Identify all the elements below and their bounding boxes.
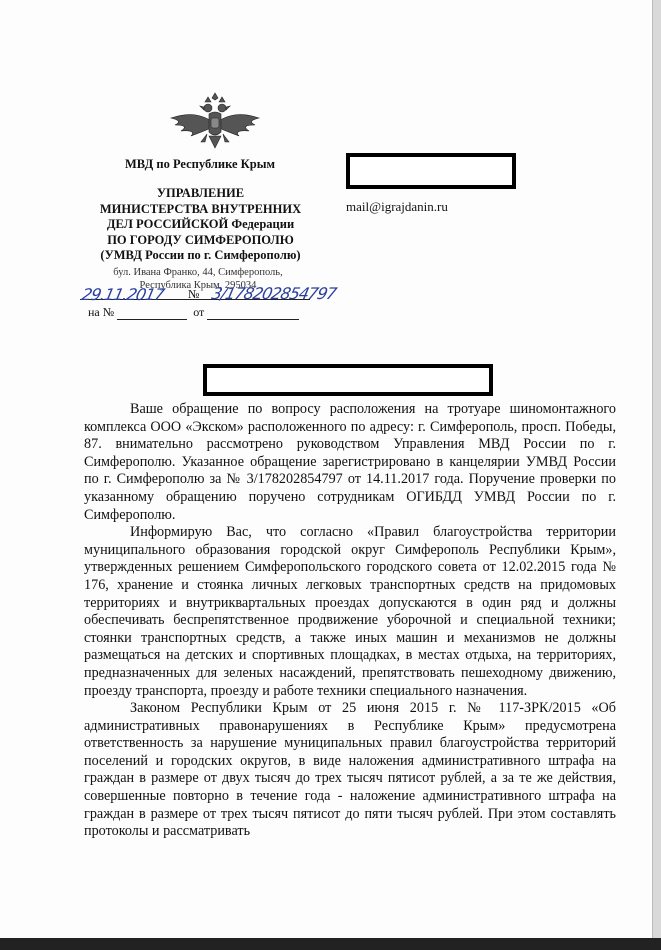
department-line: (УМВД России по г. Симферополю) bbox=[100, 248, 301, 262]
body-paragraph: Информирую Вас, что согласно «Правил благоустройства территории муниципального образования городской округ Симферополь Республики Крым», утвержденных решением Симферопольского городского совета от 12.02.2015 года № 176, хранение и стоянка личных легковых транспортных средств на придомовых территориях и внутриквартальных проездах допускаются в один ряд и должны обеспечивать беспрепятственное продвижение уборочной и специальной техники; стоянки транспортных средств, а также иных машин и механизмов не должны размещаться на детских и спортивных площадках, в местах отдыха, на территориях, предназначенных для зеленых насаждений, препятствовать пешеходному движению, проезду транспорта, проезду и работе техники специального назначения. bbox=[84, 524, 616, 699]
address-line: Республика Крым, 295034 bbox=[139, 280, 257, 291]
body-paragraph: Ваше обращение по вопросу расположения на тротуаре шиномонтажного комплекса ООО «Экском» расположенного по адресу: г. Симферополь, просп. Победы, 87. внимательно рассмотрено руководством Управления МВД России по г. Симферополю. Указанное обращение зарегистрировано в канцелярии УМВД России по г. Симферополю за № 3/178202854797 от 14.11.2017 года. Поручение проверки по указанному обращению поручено сотрудникам ОГИБДД УМВД России по г. Симферополю. bbox=[84, 401, 616, 523]
body-paragraph: Законом Республики Крым от 25 июня 2015 г. № 117-ЗРК/2015 «Об административных правонарушениях в Республике Крым» предусмотрена ответственность за нарушение муниципальных правил благоустройства территорий поселений и городских округов, в виде наложения административного штрафа на граждан в размере от двух тысяч до трех тысяч пятисот рублей, а за те же действия, совершенные повторно в течение года - наложение административного штрафа на граждан в размере от трех тысяч пятисот до пяти тысяч рублей. При этом составлять протоколы и рассматривать bbox=[84, 700, 616, 840]
recipient-email: mail@igrajdanin.ru bbox=[346, 199, 448, 214]
double-headed-eagle-emblem-icon bbox=[161, 92, 269, 152]
department-line: УПРАВЛЕНИЕ bbox=[156, 186, 245, 200]
redacted-recipient-name bbox=[346, 153, 516, 189]
department-line: ДЕЛ РОССИЙСКОЙ Федерации bbox=[106, 217, 295, 231]
reference-row bbox=[88, 305, 299, 320]
address-line: бул. Ивана Франко, 44, Симферополь, bbox=[113, 267, 283, 278]
department-line: МИНИСТЕРСТВА ВНУТРЕННИХ bbox=[99, 201, 302, 216]
reference-number-blank bbox=[117, 307, 187, 320]
letter-body bbox=[84, 401, 616, 841]
ministry-name: МВД по Республике Крым bbox=[125, 157, 275, 171]
redacted-salutation bbox=[203, 364, 493, 396]
reference-date-blank bbox=[207, 307, 299, 320]
reference-number-label: на № bbox=[88, 305, 115, 319]
department-name bbox=[78, 186, 323, 264]
handwritten-outgoing-number: 3/178202854797 bbox=[209, 284, 338, 303]
number-sign: № bbox=[188, 287, 200, 301]
handwritten-date: 29.11.2017 bbox=[79, 285, 166, 304]
reference-date-label: от bbox=[193, 305, 205, 319]
scan-bottom-edge bbox=[0, 938, 661, 950]
department-line: ПО ГОРОДУ СИМФЕРОПОЛЮ bbox=[107, 232, 294, 247]
